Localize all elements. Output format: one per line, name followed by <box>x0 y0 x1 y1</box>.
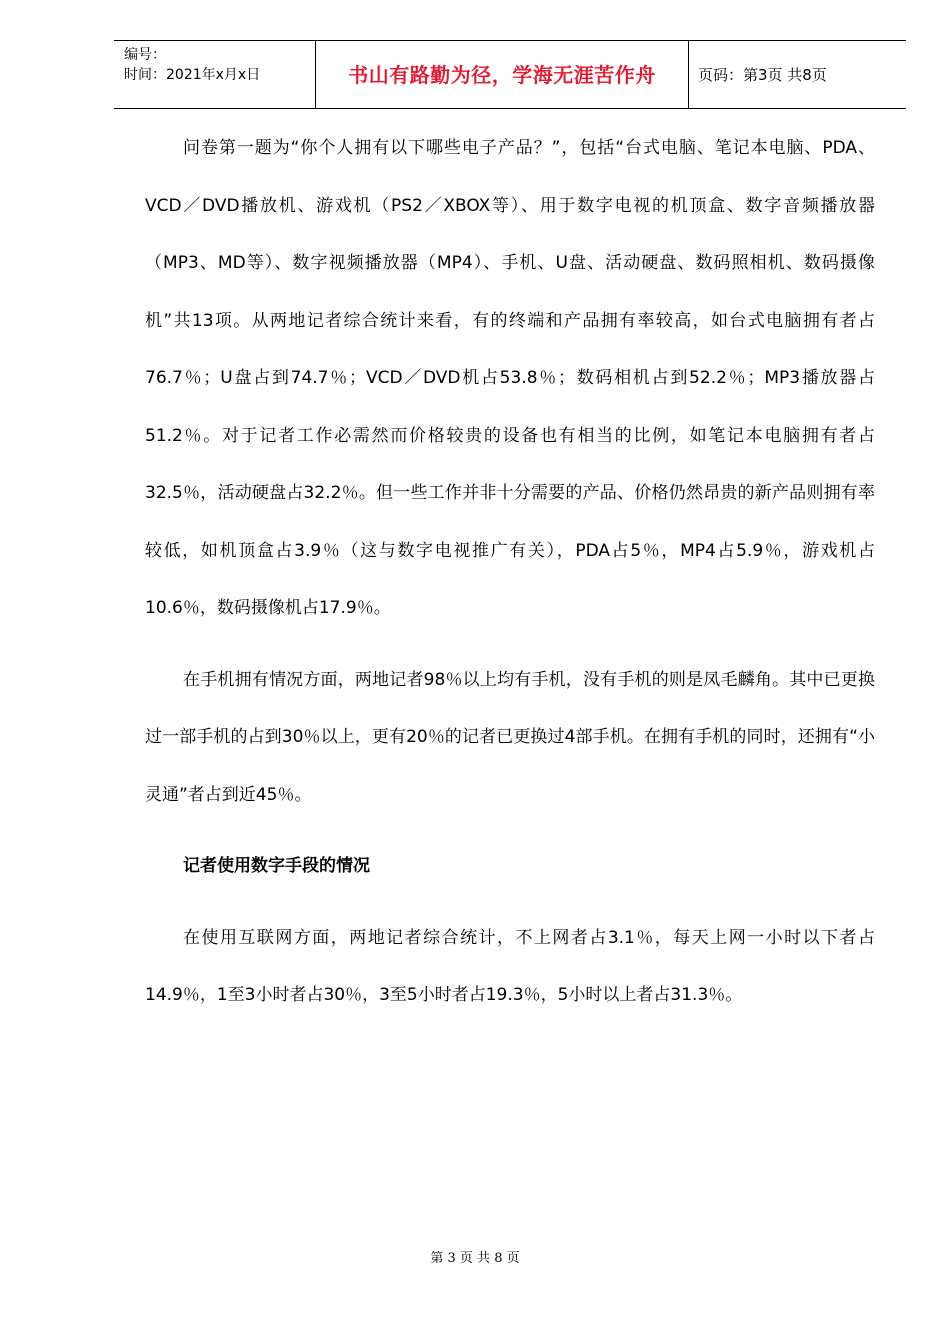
header-divider <box>688 41 689 108</box>
header-motto: 书山有路勤为径，学海无涯苦作舟 <box>348 63 656 87</box>
header-page-info: 页码：第3页 共8页 <box>698 66 827 84</box>
document-date: 时间：2021年x月x日 <box>124 67 261 83</box>
body-paragraph: 在手机拥有情况方面，两地记者98％以上均有手机，没有手机的则是凤毛麟角。其中已更换过一部手机的占到30％以上，更有20％的记者已更换过4部手机。在拥有手机的同时，还拥有“小灵通”者占到近45％。 <box>145 669 875 805</box>
page-header <box>114 40 906 109</box>
body-paragraph: 在使用互联网方面，两地记者综合统计，不上网者占3.1％，每天上网一小时以下者占14.9％，1至3小时者占30％，3至5小时者占19.3％，5小时以上者占31.3％。 <box>145 927 875 1005</box>
document-body <box>145 120 875 1025</box>
header-meta <box>124 45 260 85</box>
body-paragraph: 问卷第一题为“你个人拥有以下哪些电子产品？”，包括“台式电脑、笔记本电脑、PDA、VCD／DVD播放机、游戏机（PS2／XBOX等）、用于数字电视的机顶盒、数字音频播放器（MP3、MD等）、数字视频播放器（MP4）、手机、U盘、活动硬盘、数码照相机、数码摄像机”共13项。从两地记者综合统计来看，有的终端和产品拥有率较高，如台式电脑拥有者占76.7％；U盘占到74.7％；VCD／DVD机占53.8％；数码相机占到52.2％；MP3播放器占51.2％。对于记者工作必需然而价格较贵的设备也有相当的比例，如笔记本电脑拥有者占32.5％，活动硬盘占32.2％。但一些工作并非十分需要的产品、价格仍然昂贵的新产品则拥有率较低，如机顶盒占3.9％（这与数字电视推广有关），PDA占5％，MP4占5.9％，游戏机占10.6％，数码摄像机占17.9％。 <box>145 138 875 618</box>
section-heading: 记者使用数字手段的情况 <box>183 856 370 876</box>
document-number-label: 编号： <box>124 47 166 63</box>
page-footer: 第 3 页 共 8 页 <box>430 1251 520 1266</box>
